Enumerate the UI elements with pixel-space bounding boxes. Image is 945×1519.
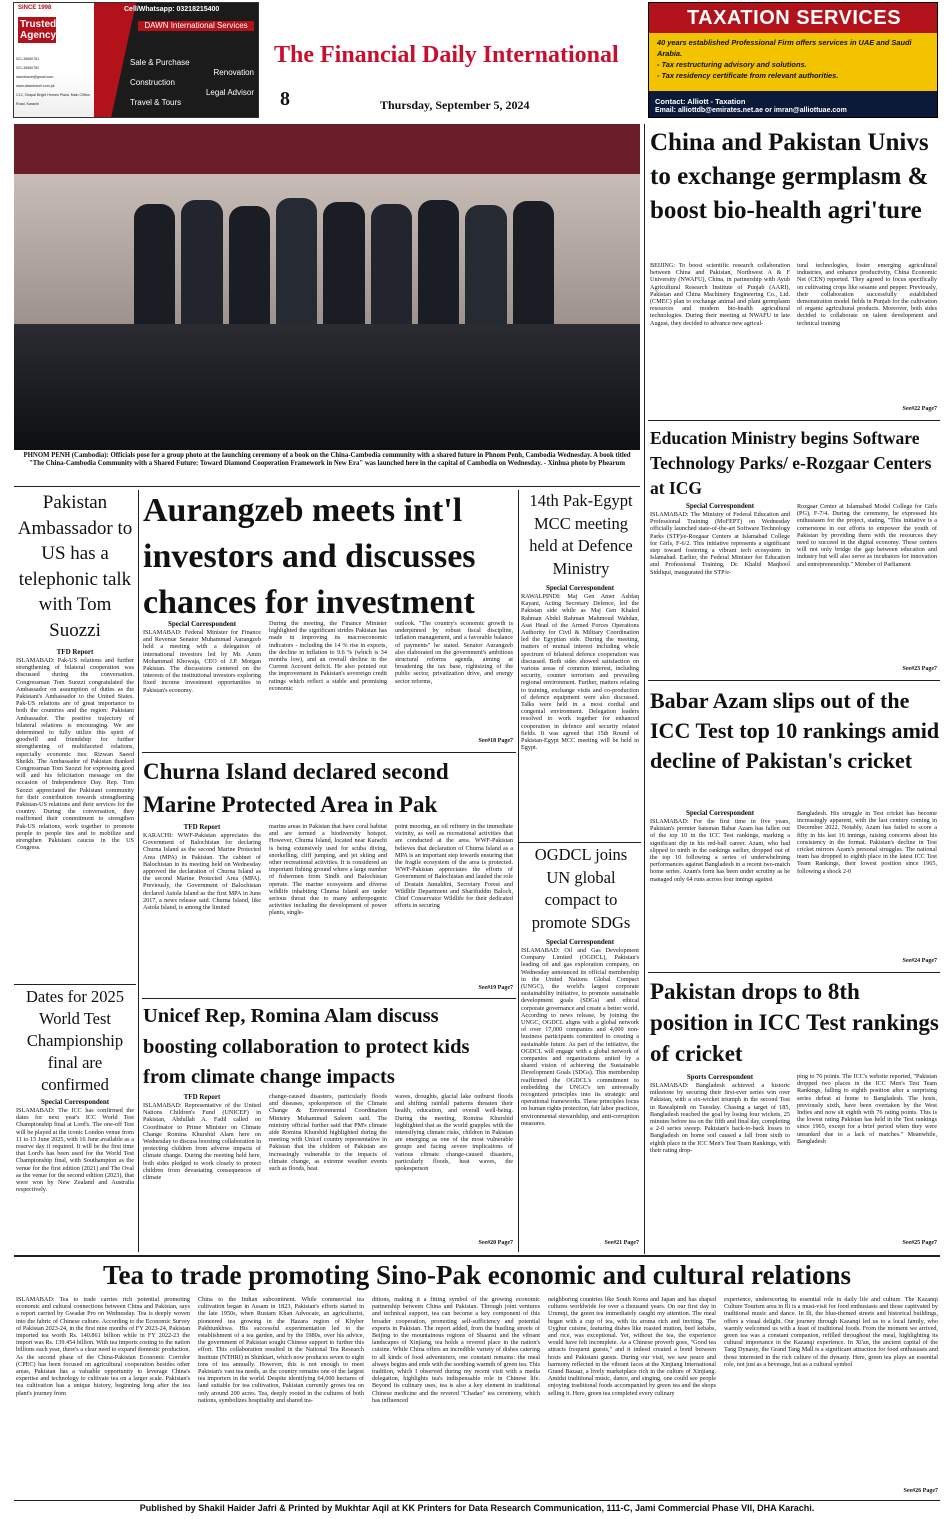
tax-ad-line: - Tax restructuring advisory and solutions. [657,60,807,69]
mcc-text: RAWALPINDI: Maj Gen Amer Ashfaq Kayani, Acting Secretary Defence, led the Pakistan side while as Maj Gen Khaled Rahman Abdel Rahman Mahmoud Wahdan, Asst Head of the Armed Forces Operations Authority for Civil & Military Coordination led the Egyptian side. During the meeting, matters of mutual interest including whole spectrum of bilateral defence cooperation was discussed. Both sides showed satisfaction on various areas of common interest, including security, counter terrorism and prevailing regional environment. Further, matters relating to training, exchange visits and co-production of defence equipment were also discussed. Talks were held in a most cordial and congenial environment. Delegation leaders resolved to work together for enhanced cooperation in defence and security related fields. It was agreed that 15th Round of Pakistan-Egypt MCC meeting will be held in Egypt. [521,593,639,752]
since-badge: SINCE 1998 [18,5,52,11]
ogdcl-byline: Special Correspondent [545,938,615,946]
ad-taxation[interactable] [648,2,938,118]
babar-see: See#24 Page7 [902,958,937,964]
tax-ad-email: Email: alliottdb@emirates.net.ae or imran@alliottuae.com [655,107,847,114]
tea-col5: experience, underscoring its essential role in daily life and culture. The Kazanqi Culture Tourism area in Ili is a must-visit for food enthusiasts and those captivated by traditional music and dance. In Ili, the blue-themed streets and historical buildings, offers a visual delight. Our journey through Kazanqi led us to a local family, who warmly welcomed us with a feast of traditional foods. From the moment we arrived, green tea was a constant companion, refilled throughout the meal, highlighting its cultural importance in the Kazanqi experience. In Xi'an, the ancient capital of the Tang Dynasty, the Grand Tang Mall is a significant attraction for food enthusiasts and those interested in the rich culture of the dynasty. Here, green tea plays an essential role, not just as a beverage, but as a cultural symbol [724,1296,938,1368]
banner-strip [14,124,640,174]
unicef-headline: Unicef Rep, Romina Alam discuss boosting collaboration to protect kids from climate change impacts [143,1005,470,1088]
ogdcl-see: See#21 Page7 [604,1240,639,1246]
imprint-line: Published by Shakil Haider Jafri & Printed by Mukhtar Aqil at KK Printers for Data Research Communication, 111-C, Jami Commercial Phase VII, DHA Karachi. [139,1503,815,1513]
aurangzeb-col3: outlook. "The country's economic growth is underpinned by robust fiscal discipline, inflation management, and a favorable balance of payments" he stated. Senator Aurangzeb also elaborated on the government's ambitious structural reforms agenda, aiming at broadening the tax base, rightsizing of the public sector, privatization drive, and energy sector reforms, [395,620,513,685]
tea-see: See#26 Page7 [903,1488,938,1494]
masthead [266,2,642,118]
ogdcl-text: ISLAMABAD: Oil and Gas Development Company Limited (OGDCL), Pakistan's leading oil and gas exploration company, on Wednesday announced its official membership in the United Nations Global Compact (UNGC), the world's largest corporate sustainability initiative, to promote sustainable development goals (SDGs) and ethical corporate governance and create a better world. According to news release, by joining the UNGC, OGDCL aligns with a global network of over 17,000 companies and 4,000 non-business participants committed to creating a sustainable future. As part of the initiative, the OGDCL will engage with a global network of companies and organizations united by a shared vision of achieving the Sustainable Development Goals (SDGs). This membership reaffirmed the OGDCL's commitment to embedding the UNGC's ten universally recognized principles into its strategic and operational frameworks. These principles focus on human rights protection, fair labor practices, environmental stewardship, and anti-corruption measures. [521,947,639,1127]
issue-date: Thursday, September 5, 2024 [380,98,530,112]
unicef-see: See#20 Page7 [478,1240,513,1246]
babar-byline: Special Correspondent [685,809,755,817]
tax-ad-line: 40 years established Professional Firm offers services in UAE and Saudi Arabia. [657,38,912,58]
churna-col1: KARACHI: WWF-Pakistan appreciates the Government of Balochistan for declaring Churna Island as the second Marine Protected Area (MPA) in Pakistan. The cabinet of Balochistan in its meeting held on Wednesday approved the declaration of Churna Island as the second Marine Protected Area (MPA). Previously, the Government of Balochistan declared Astola Island as the first MPA in June 2017, a news release said. Churna Island, like Astola Island, is among the limited [143,832,261,912]
education-byline: Special Correspondent [685,502,755,510]
brand-label: Trusted Agency [20,19,57,41]
tax-ad-title: TAXATION SERVICES [649,3,938,33]
eighth-byline: Sports Correspondent [686,1073,754,1081]
page-number: 8 [280,88,290,110]
lead-photo [14,124,640,450]
unicef-byline: TFD Report [183,1093,221,1101]
tea-headline: Tea to trade promoting Sino-Pak economic and cultural relations [102,1260,851,1290]
contact-line: C12, Chapal Bright Homes Plaza, Main Clifton Road, Karachi [16,93,90,106]
ogdcl-headline: OGDCL joins UN global compact to promote SDGs [531,845,631,932]
service-item: Travel & Tours [130,98,182,107]
service-item: Construction [130,78,175,87]
churna-col2: marine areas in Pakistan that have coral habitat and are termed a biodiversity hotspot. However, Churna Island, located near Karachi is being extensively used for scuba diving, snorkelling, cliff jumping, and jet skiing and other recreational activities. It is considered an important fishing ground where a large number of fishermen from Sindh and Balochistan operate. The marine ecosystem and diverse wildlife inhabiting Churna Island are under serious threat due to many anthropogenic activities including the development of power plants, single- [269,823,387,917]
china-pak-headline: China and Pakistan Univs to exchange germplasm & boost bio-health agri'ture [650,129,929,224]
eighth-see: See#25 Page7 [902,1240,937,1246]
tea-col3: ditions, making it a fitting symbol of the growing economic partnership between China and Pakistan. Through joint ventures and technical support, tea can become a key component of this broader cooperation, promoting self-sufficiency and potential exports in Pakistan. The report added, from the bustling streets of Beijing to the mountainous regions of Shaanxi and the vibrant landscapes of Xinjiang, tea holds a revered place in the nation's cuisine. While China offers an incredible variety of dishes catering to all kinds of food adventurers, one constant remains: the meal always begins and ends with the soothing warmth of green tea. This tradition, which I observed during my recent visit with a media delegation, highlights tea's indispensable role in Chinese life. Beyond its culinary uses, tea is also a key element in traditional Chinese medicine and the revered "Chadao" tea ceremony, which has influenced [372,1296,540,1404]
mcc-headline: 14th Pak-Egypt MCC meeting held at Defence Ministry [529,491,633,578]
dates-byline: Special Correspondent [40,1098,110,1106]
babar-col1: ISLAMABAD: For the first time in five years, Pakistan's premier batsman Babar Azam has fallen out of the top 10 in the ICC Test rankings, marking a significant dip in his red-ball career. Azam, who had slipped to ninth in the rankings earlier, dropped out of the top 10 following a series of underwhelming performances against Bangladesh in a recent two-match home series. Azam's form has been under scrutiny as he managed only 64 runs across four innings against [650,818,790,883]
education-col1: ISLAMABAD: The Ministry of Federal Education and Professional Training (MoFEPT) on Wednesday officially launched state-of-the-art Software Technology Parks (STP)/e-Rozgaar Centers at Islamabad College for Girls, F-6/2. This initiative represents a significant step toward fostering a vibrant tech ecosystem in Islamabad. Earlier, the Federal Minister for Education and Professional Training, Dr. Khalid Maqbool Siddiqui, inaugurated the STP/e- [650,511,790,576]
officials-group [134,194,554,324]
photo-caption: PHNOM PENH (Cambodia): Officials pose for a group photo at the launching ceremony of a book on the China-Cambodia community with a shared future in Phnom Penh, Cambodia Wednesday. A book titled "The China-Cambodia Community with a Shared Future: Toward Diamond Cooperation Framework in New Era" was launched here in the capital of Cambodia on Wednesday. - Xinhua photo by Phearum [23,452,631,468]
ambassador-text: ISLAMABAD: Pak-US relations and further strengthening of bilateral cooperation was discussed during the conversation. Congressman Tom Suozzi congratulated the Ambassador on assumption of duties as the Pakistani's Ambassador to the United States. Pak-US relations are of great importance to both the countries and the region: Pakistani Ambassador. The positive trajectory of bilateral relations is encouraging. We are determined to fully utilize this spirit of goodwill and friendship for further strengthening of multifaceted relations, especially economic ties: Rizwan Saeed Sheikh. The Ambassador of Pakistan thanked Congressman Tom Suozzi for expressing good will and his felicitation message on the occasion of Independence Day. Rep. Tom Suozzi appreciated the Pakistani community for their contribution towards strengthening Pakistan-US relations and their services for the country. During the conversation, they reaffirmed their commitment to strengthen Pak-US relations, work together to promote people to people ties and to mobilize and strengthen Pakistani caucus in the US Congress. [16,657,134,852]
eighth-headline: Pakistan drops to 8th position in ICC Test rankings of cricket [650,979,939,1066]
aurangzeb-col1: ISLAMABAD: Federal Minister for Finance and Revenue Senator Muhammad Aurangzeb held a meeting with a delegation of international investors led by Mr. Amin Mohammad Khowaja, CEO of J.P. Morgan Pakistan. The discussions centered on the interests of the institutional investors exploring fixed income investment opportunities in Pakistan's economy. [143,629,261,694]
contact-line: www.dawntravel.com.pk [16,84,55,88]
tea-col1: ISLAMABAD: Tea to trade carries rich potential promoting economic and cultural connections between China and Pakistan, says a report carried by Gwadar Pro on Wednesday. Tea is deeply woven into the fabric of Chinese culture. According to the Economic Survey of Pakistan 2023-24, in the first nine months of FY 2023-24, Pakistan imported tea worth Rs. 140.861 billion while in FY 2022-23 the import was Rs. 139.454 billion. With tea imports costing to the nation billions each year, there's a clear need to expand domestic production. As the second phase of the China-Pakistan Economic Corridor (CPEC) has been focused on agricultural cooperation besides other areas, Pakistan has a valuable opportunity to leverage China's expertise and technology to cultivate tea on a larger scale. Pakistan's tea cultivation has a unique history, beginning long after the tea plant's journey from [16,1296,190,1397]
eighth-col1: ISLAMABAD: Bangladesh achieved a historic milestone by securing their first-ever series win over Pakistan, with a six-wicket triumph in the second Test in Rawalpindi on Tuesday. Chasing a target of 185, Bangladesh reached the goal by losing four wickets, 25 minutes before tea on the fifth and final day, completing a 2-0 series sweep. Pakistan's back-to-back losses to Bangladesh on home soil caused a fall from sixth to eighth place in the ICC Men's Test Team Rankings, with their rating drop- [650,1082,790,1154]
company-name: DAWN International Services [138,21,254,31]
education-col2: Rozgaar Center at Islamabad Model College for Girls (PG), F-7/4. During the ceremony, he expressed his enthusiasm for the project, stating, "This initiative is a cornerstone in our efforts to empower the youth of Pakistan by providing them with the resources they need to succeed in the digital economy. These centers will not only bridge the gap between education and industry but will also serve as incubators for innovation and entrepreneurship." Member of Parliament [797,503,937,568]
churna-headline: Churna Island declared second Marine Protected Area in Pak [143,759,449,817]
service-item: Sale & Purchase [130,58,190,67]
churna-byline: TFD Report [183,823,221,831]
education-headline: Education Ministry begins Software Technology Parks/ e-Rozgaar Centers at ICG [650,428,932,498]
aurangzeb-see: See#18 Page7 [478,738,513,744]
press-crowd [14,324,640,450]
masthead-title: The Financial Daily International [274,42,619,68]
churna-see: See#19 Page7 [478,985,513,991]
service-item: Renovation [213,68,254,77]
unicef-col3: waves, droughts, glacial lake outburst floods and shifting rainfall patterns threaten their health, education, and overall well-being. During the meeting, Romina Khurshid highlighted that as the world grapples with the intensifying climate risks, children in Pakistan are emerging as one of the most vulnerable groups and facing severe implications of various climate change-caused disasters, particularly floods, heat waves, the spokesperson [395,1093,513,1173]
ambassador-byline: TFD Report [56,648,94,656]
contact-list [16,55,92,109]
aurangzeb-headline: Aurangzeb meets int'l investors and discusses chances for investment [143,492,476,621]
aurangzeb-byline: Special Correspondent [167,620,237,628]
contact-line: dawntravel@gmail.com [16,75,54,79]
tax-ad-body [649,33,938,91]
service-item: Legal Advisor [205,88,254,97]
aurangzeb-col2: During the meeting, the Finance Minister highlighted the significant strides Pakistan has made in improving its macroeconomic indicators - including the 14 % rise in exports, the decline in inflation to 9.6 % (which is 34 months low), and an overall decline in the Current Account deficit. He also pointed out the improvement in Pakistan's sovereign credit ratings which reflect a stable and promising economic [269,620,387,692]
contact-line: 021-35660781 [16,57,40,61]
unicef-col2: change-caused disasters, particularly floods and diseases, spokesperson of the Climate Change & Environmental Coordination Ministry Muhammad Saleem said. The ministry official further said that PM's climate aide Romina Khurshid highlighted during the meeting with Unicef country representative in Pakistan that the children of Pakistan are increasingly vulnerable to the impacts of climate change, as extreme weather events such as floods, heat [269,1093,387,1173]
ambassador-headline: Pakistan Ambassador to US has a telephonic talk with Tom Suozzi [17,492,133,641]
tax-ad-line: - Tax residency certificate from relevant authorities. [657,71,839,80]
china-pak-col1: BEIJING: To boost scientific research collaboration between China and Pakistan, Northwest A & F University (NWAFU), China, in partnership with Ayub Agricultural Research Institute of Punjab (AARI), Pakistan and China Machinery Engineering Co., Ltd. (CMEC) plan to exchange animal and plant germplasm resources and modern bio-health agricultural technologies. During their meeting at NWAFU in late August, they decided to advance new agricul- [650,262,790,327]
churna-col3: point mooring, an oil refinery in the immediate vicinity, as well as recreational activities that are conducted at the area. WWF-Pakistan believes that declaration of Churna Island as a MPA is an important step towards ensuring that the fragile ecosystem of the area is protected. WWF-Pakistan appreciates the efforts of Government of Balochistan and lauded the role of Dostain Jamaldini, Secretary Forest and Wildlife Department and Sharifuddin Baloch, Chief Conservator Wildlife for their dedicated efforts in securing [395,823,513,910]
china-pak-col2: tural technologies, foster emerging agricultural industries, and enhance productivity, China Economic Net (CEN) reported. They agreed to focus specifically on cultivating crops like sesame and pepper. Previously, their collaboration successfully established demonstration model fields in Punjab for the cultivation of organic agricultural products. Moreover, both sides decided to collaborate on talent development and technical training [797,262,937,327]
tea-col2: China to the Indian subcontinent. While commercial tea cultivation began in Assam in 1823, Pakistan's efforts started in the late 1950s, when Rustam Khan Advocate, an agriculturist, pioneered tea growing in the Hazara region of Khyber Pakhtunkhwa. His successful experimentation led to the establishment of a tea garden, and by the 1980s, over his advice, the government of Pakistan sought Chinese support to further this effort. This collaboration resulted in the National Tea Research Institute (NTHRI) in Shinkiari, which now produces seven to eight tons of tea annually. However, this is not enough to meet Pakistan's vast tea needs, as the country remains one of the largest tea importers in the world. Despite identifying 64,000 hectares of land suitable for tea cultivation, Pakistan currently grows tea on only around 200 acres. Tea, deeply rooted in the cultures of both nations, symbolizes hospitality and shared tra- [198,1296,364,1404]
mcc-byline: Special Correspondent [545,584,615,592]
babar-headline: Babar Azam slips out of the ICC Test top 10 rankings amid decline of Pakistan's cricket [650,688,940,773]
education-see: See#23 Page7 [902,666,937,672]
unicef-col1: ISLAMABAD: Representative of the United Nations Children's Fund (UNICEF) in Pakistan, Abdullah A. Fadil called on Coordinator to Prime Minister on Climate Change Romina Khurshid Alam here on Wednesday to discuss boosting collaboration in protecting children from adverse impacts of climate change. During the meeting held here, both sides pledged to work closely to protect children from devastating consequences of climate [143,1102,261,1182]
tea-col4: neighboring countries like South Korea and Japan and has shaped cultures worldwide for over a thousand years. On our first day in Urumqi, the green tea immediately caught my attention. The meal began with a cup of tea, with its aroma rich and inviting. The Uyghur cuisine, featuring dishes like roasted mutton, beef kebabs, and rice, was exceptional. Yet, without the tea, the experience would have felt incomplete. As a Chinese proverb goes, "Good tea attracts frequent guests," and it indeed created a bond between hosts and Pakistani guests. During our visit, we saw peace and harmony reflected in the vibrant faces at the Xinjiang International Grand Bazaar, a lively marketplace rich in the culture of Xinjiang. Amidst traditional music, dance, and singing, one could see people enjoying traditional foods accompanied by green tea and the shops selling it. Here, green tea completed every culinary [548,1296,716,1397]
babar-col2: Bangladesh. His struggle in Test cricket has become increasingly apparent, with the last century coming in December 2022. Notably, Azam has failed to score a fifty in his last 16 innings, raising concerns about his consistency in the format. Pakistan's decline in Test cricket mirrors Azam's personal struggles. The national team has dropped to eighth place in the latest ICC Test Team Rankings, their lowest position since 1965, following a shock 2-0 [797,810,937,875]
dates-headline: Dates for 2025 World Test Championship final are confirmed [25,987,125,1094]
tax-ad-contact: Contact: Alliott - Taxation [655,97,746,106]
dates-text: ISLAMABAD: The ICC has confirmed the dates for next year's ICC World Test Championship final at Lord's. The one-off Test will be played at the iconic London venue from 11 to 15 June 2025, with 16 June available as a reserve day if required. It will be the first time that Lord's has been used for the World Test Championship final, with Southampton as the venue for the first edition (2021) and The Oval as the venue for the second edition (2023), that were won by New Zealand and Australia respectively. [16,1107,134,1194]
china-pak-see: See#22 Page7 [902,406,937,412]
services-list [130,58,254,108]
ad-dawn[interactable] [13,2,259,118]
contact-line: 021-35660782 [16,66,40,70]
whatsapp-line: Cell/Whatsapp: 03218215400 [124,6,220,13]
eighth-col2: ping to 76 points. The ICC's website reported, "Pakistan dropped two places in the ICC Men's Test Team Rankings, falling to eighth position after a surprising series defeat at home to Bangladesh. The hosts, previously sixth, have been overtaken by the West Indies and now sit eighth with 76 rating points. This is the lowest rating Pakistan has held in the Test rankings since 1965, except for a brief period when they were unranked due to a lack of matches." Meanwhile, Bangladesh [797,1073,937,1145]
